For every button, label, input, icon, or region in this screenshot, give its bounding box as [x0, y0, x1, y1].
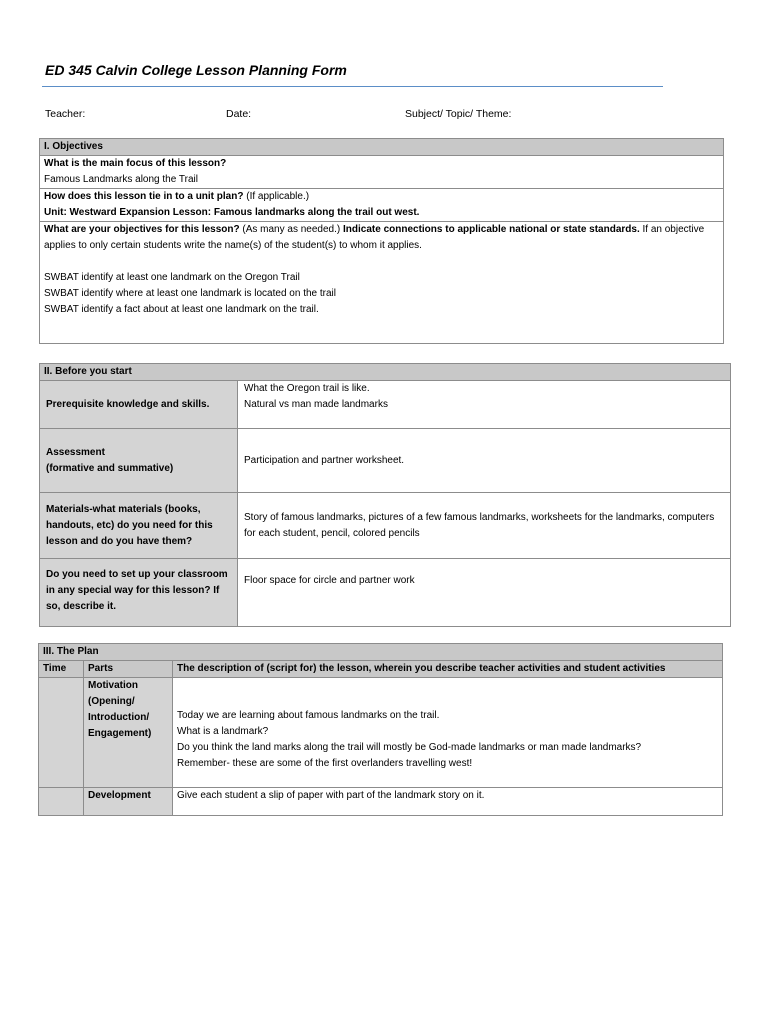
motivation-label: Motivation (Opening/ Introduction/ Engagement): [84, 678, 173, 788]
motivation-line: Remember- these are some of the first overlanders travelling west!: [177, 758, 473, 769]
objective-item: SWBAT identify where at least one landmark is located on the trail: [44, 288, 336, 299]
assessment-label-line: (formative and summative): [46, 462, 174, 474]
prerequisite-label: Prerequisite knowledge and skills.: [40, 381, 238, 429]
objective-item: SWBAT identify a fact about at least one landmark on the trail.: [44, 304, 319, 315]
objective-item: SWBAT identify at least one landmark on the Oregon Trail: [44, 272, 300, 283]
motivation-line: Do you think the land marks along the trail will mostly be God-made landmarks or man made landmarks?: [177, 742, 642, 753]
objectives-question: What are your objectives for this lesson?: [44, 224, 240, 235]
focus-answer: Famous Landmarks along the Trail: [44, 174, 198, 185]
motivation-time-cell: [39, 678, 84, 788]
objectives-question-tail: If an objective applies to only certain students write the name(s) of the student(s) to whom it applies.: [44, 224, 705, 251]
unit-question: How does this lesson tie in to a unit plan?: [44, 191, 244, 202]
before-you-start-table: [39, 363, 731, 627]
description-column-header: The description of (script for) the lesson, wherein you describe teacher activities and student activities: [173, 661, 723, 678]
unit-question-note: (If applicable.): [243, 191, 310, 202]
focus-cell: [40, 156, 724, 189]
materials-value: Story of famous landmarks, pictures of a few famous landmarks, worksheets for the landmarks, computers for each student, pencil, colored pencils: [238, 493, 731, 559]
development-label: Development: [84, 788, 173, 816]
date-label: Date:: [226, 108, 252, 120]
materials-label: Materials-what materials (books, handouts, etc) do you need for this lesson and do you have them?: [40, 493, 238, 559]
classroom-setup-label: Do you need to set up your classroom in any special way for this lesson? If so, describe it.: [40, 559, 238, 627]
motivation-line: What is a landmark?: [177, 726, 269, 737]
prerequisite-line: What the Oregon trail is like.: [244, 383, 370, 394]
objectives-heading: I. Objectives: [40, 139, 724, 156]
parts-column-header: Parts: [84, 661, 173, 678]
assessment-label-line: Assessment: [46, 446, 105, 458]
objectives-cell: [40, 222, 724, 344]
motivation-line: Today we are learning about famous landmarks on the trail.: [177, 710, 440, 721]
before-heading: II. Before you start: [40, 364, 731, 381]
focus-question: What is the main focus of this lesson?: [44, 158, 227, 169]
plan-heading: III. The Plan: [39, 644, 723, 661]
development-description: Give each student a slip of paper with part of the landmark story on it.: [173, 788, 723, 816]
prerequisite-line: Natural vs man made landmarks: [244, 399, 388, 410]
unit-cell: [40, 189, 724, 222]
subject-label: Subject/ Topic/ Theme:: [405, 108, 512, 120]
teacher-label: Teacher:: [45, 108, 86, 120]
standards-instruction: Indicate connections to applicable national or state standards.: [343, 224, 640, 235]
assessment-value: Participation and partner worksheet.: [238, 429, 731, 493]
development-time-cell: [39, 788, 84, 816]
objectives-table: [39, 138, 724, 344]
time-column-header: Time: [39, 661, 84, 678]
assessment-label: [40, 429, 238, 493]
prerequisite-value: [238, 381, 731, 429]
objectives-question-note: (As many as needed.): [239, 224, 343, 235]
classroom-setup-value: Floor space for circle and partner work: [238, 559, 731, 627]
title-divider: [42, 86, 663, 87]
form-title: ED 345 Calvin College Lesson Planning Form: [45, 62, 347, 78]
motivation-description: [173, 678, 723, 788]
plan-table: [38, 643, 723, 816]
unit-answer: Unit: Westward Expansion Lesson: Famous landmarks along the trail out west.: [44, 207, 420, 218]
